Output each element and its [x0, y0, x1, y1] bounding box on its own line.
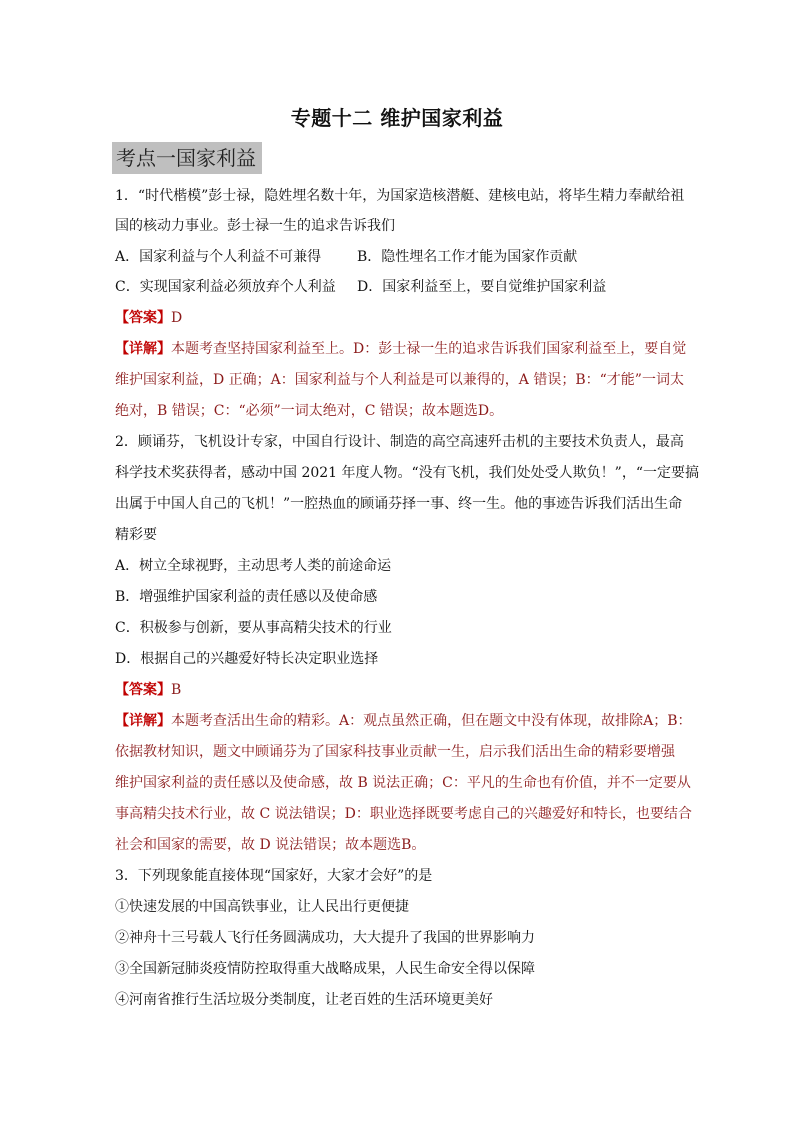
q2-stem-line-2: 科学技术奖获得者，感动中国 2021 年度人物。“没有飞机，我们处处受人欺负！”，“一定要搞 [115, 465, 699, 481]
q2-detail-line-2: 依据教材知识，题文中顾诵芬为了国家科技事业贡献一生，启示我们活出生命的精彩要增强 [115, 744, 675, 760]
q2-stem-line-1: 2．顾诵芬，飞机设计专家，中国自行设计、制造的高空高速歼击机的主要技术负责人，最高 [115, 434, 684, 450]
page-title: 专题十二 维护国家利益 [290, 106, 504, 130]
q2-detail-line-4: 事高精尖技术行业，故 C 说法错误；D：职业选择既要考虑自己的兴趣爱好和特长，也要结合 [115, 806, 692, 822]
q1-option-b: B．隐性埋名工作才能为国家作贡献 [357, 249, 578, 265]
answer-tag: 【答案】 [115, 682, 171, 698]
q2-detail-line-5: 社会和国家的需要，故 D 说法错误；故本题选B。 [115, 837, 426, 853]
q2-stem-line-3: 出属于中国人自己的飞机！”一腔热血的顾诵芬择一事、终一生。他的事迹告诉我们活出生命 [115, 496, 683, 512]
q2-option-a: A．树立全球视野，主动思考人类的前途命运 [115, 558, 392, 574]
q2-detail-line-3: 维护国家利益的责任感以及使命感，故 B 说法正确；C：平凡的生命也有价值，并不一定要从 [115, 775, 691, 791]
q1-detail-line-1 [115, 339, 686, 359]
q3-item-4: ④河南省推行生活垃圾分类制度，让老百姓的生活环境更美好 [115, 992, 493, 1008]
q2-stem-line-4: 精彩要 [115, 527, 157, 543]
q1-option-a: A．国家利益与个人利益不可兼得 [115, 249, 322, 265]
answer-value: B [171, 682, 182, 698]
q2-option-c: C．积极参与创新，要从事高精尖技术的行业 [115, 620, 392, 636]
q3-item-2: ②神舟十三号载人飞行任务圆满成功，大大提升了我国的世界影响力 [115, 930, 535, 946]
q1-stem-line-2: 国的核动力事业。彭士禄一生的追求告诉我们 [115, 218, 395, 234]
q2-answer [115, 680, 181, 700]
detail-text: 本题考查坚持国家利益至上。D：彭士禄一生的追求告诉我们国家利益至上，要自觉 [171, 341, 687, 357]
q3-stem: 3．下列现象能直接体现“国家好，大家才会好”的是 [115, 868, 433, 884]
q1-detail-line-2: 维护国家利益，D 正确；A：国家利益与个人利益是可以兼得的，A 错误；B：“才能”一词太 [115, 372, 684, 388]
section-heading: 考点一国家利益 [112, 142, 262, 174]
q3-item-3: ③全国新冠肺炎疫情防控取得重大战略成果，人民生命安全得以保障 [115, 961, 535, 977]
q1-option-c: C．实现国家利益必须放弃个人利益 [115, 279, 336, 295]
answer-tag: 【答案】 [115, 310, 171, 326]
detail-tag: 【详解】 [115, 713, 171, 729]
q2-option-b: B．增强维护国家利益的责任感以及使命感 [115, 589, 378, 605]
q3-item-1: ①快速发展的中国高铁事业，让人民出行更便捷 [115, 899, 409, 915]
q1-stem-line-1: 1．“时代楷模”彭士禄，隐姓埋名数十年，为国家造核潜艇、建核电站，将毕生精力奉献给祖 [115, 188, 685, 204]
detail-tag: 【详解】 [115, 341, 171, 357]
q1-answer [115, 308, 182, 328]
q2-option-d: D．根据自己的兴趣爱好特长决定职业选择 [115, 651, 379, 667]
q2-detail-line-1 [115, 711, 692, 731]
answer-value: D [171, 310, 183, 326]
q1-option-d: D．国家利益至上，要自觉维护国家利益 [357, 279, 607, 295]
q1-detail-line-3: 绝对，B 错误；C：“必须”一词太绝对，C 错误；故本题选D。 [115, 403, 504, 419]
detail-text: 本题考查活出生命的精彩。A：观点虽然正确，但在题文中没有体现，故排除A；B： [171, 713, 692, 729]
